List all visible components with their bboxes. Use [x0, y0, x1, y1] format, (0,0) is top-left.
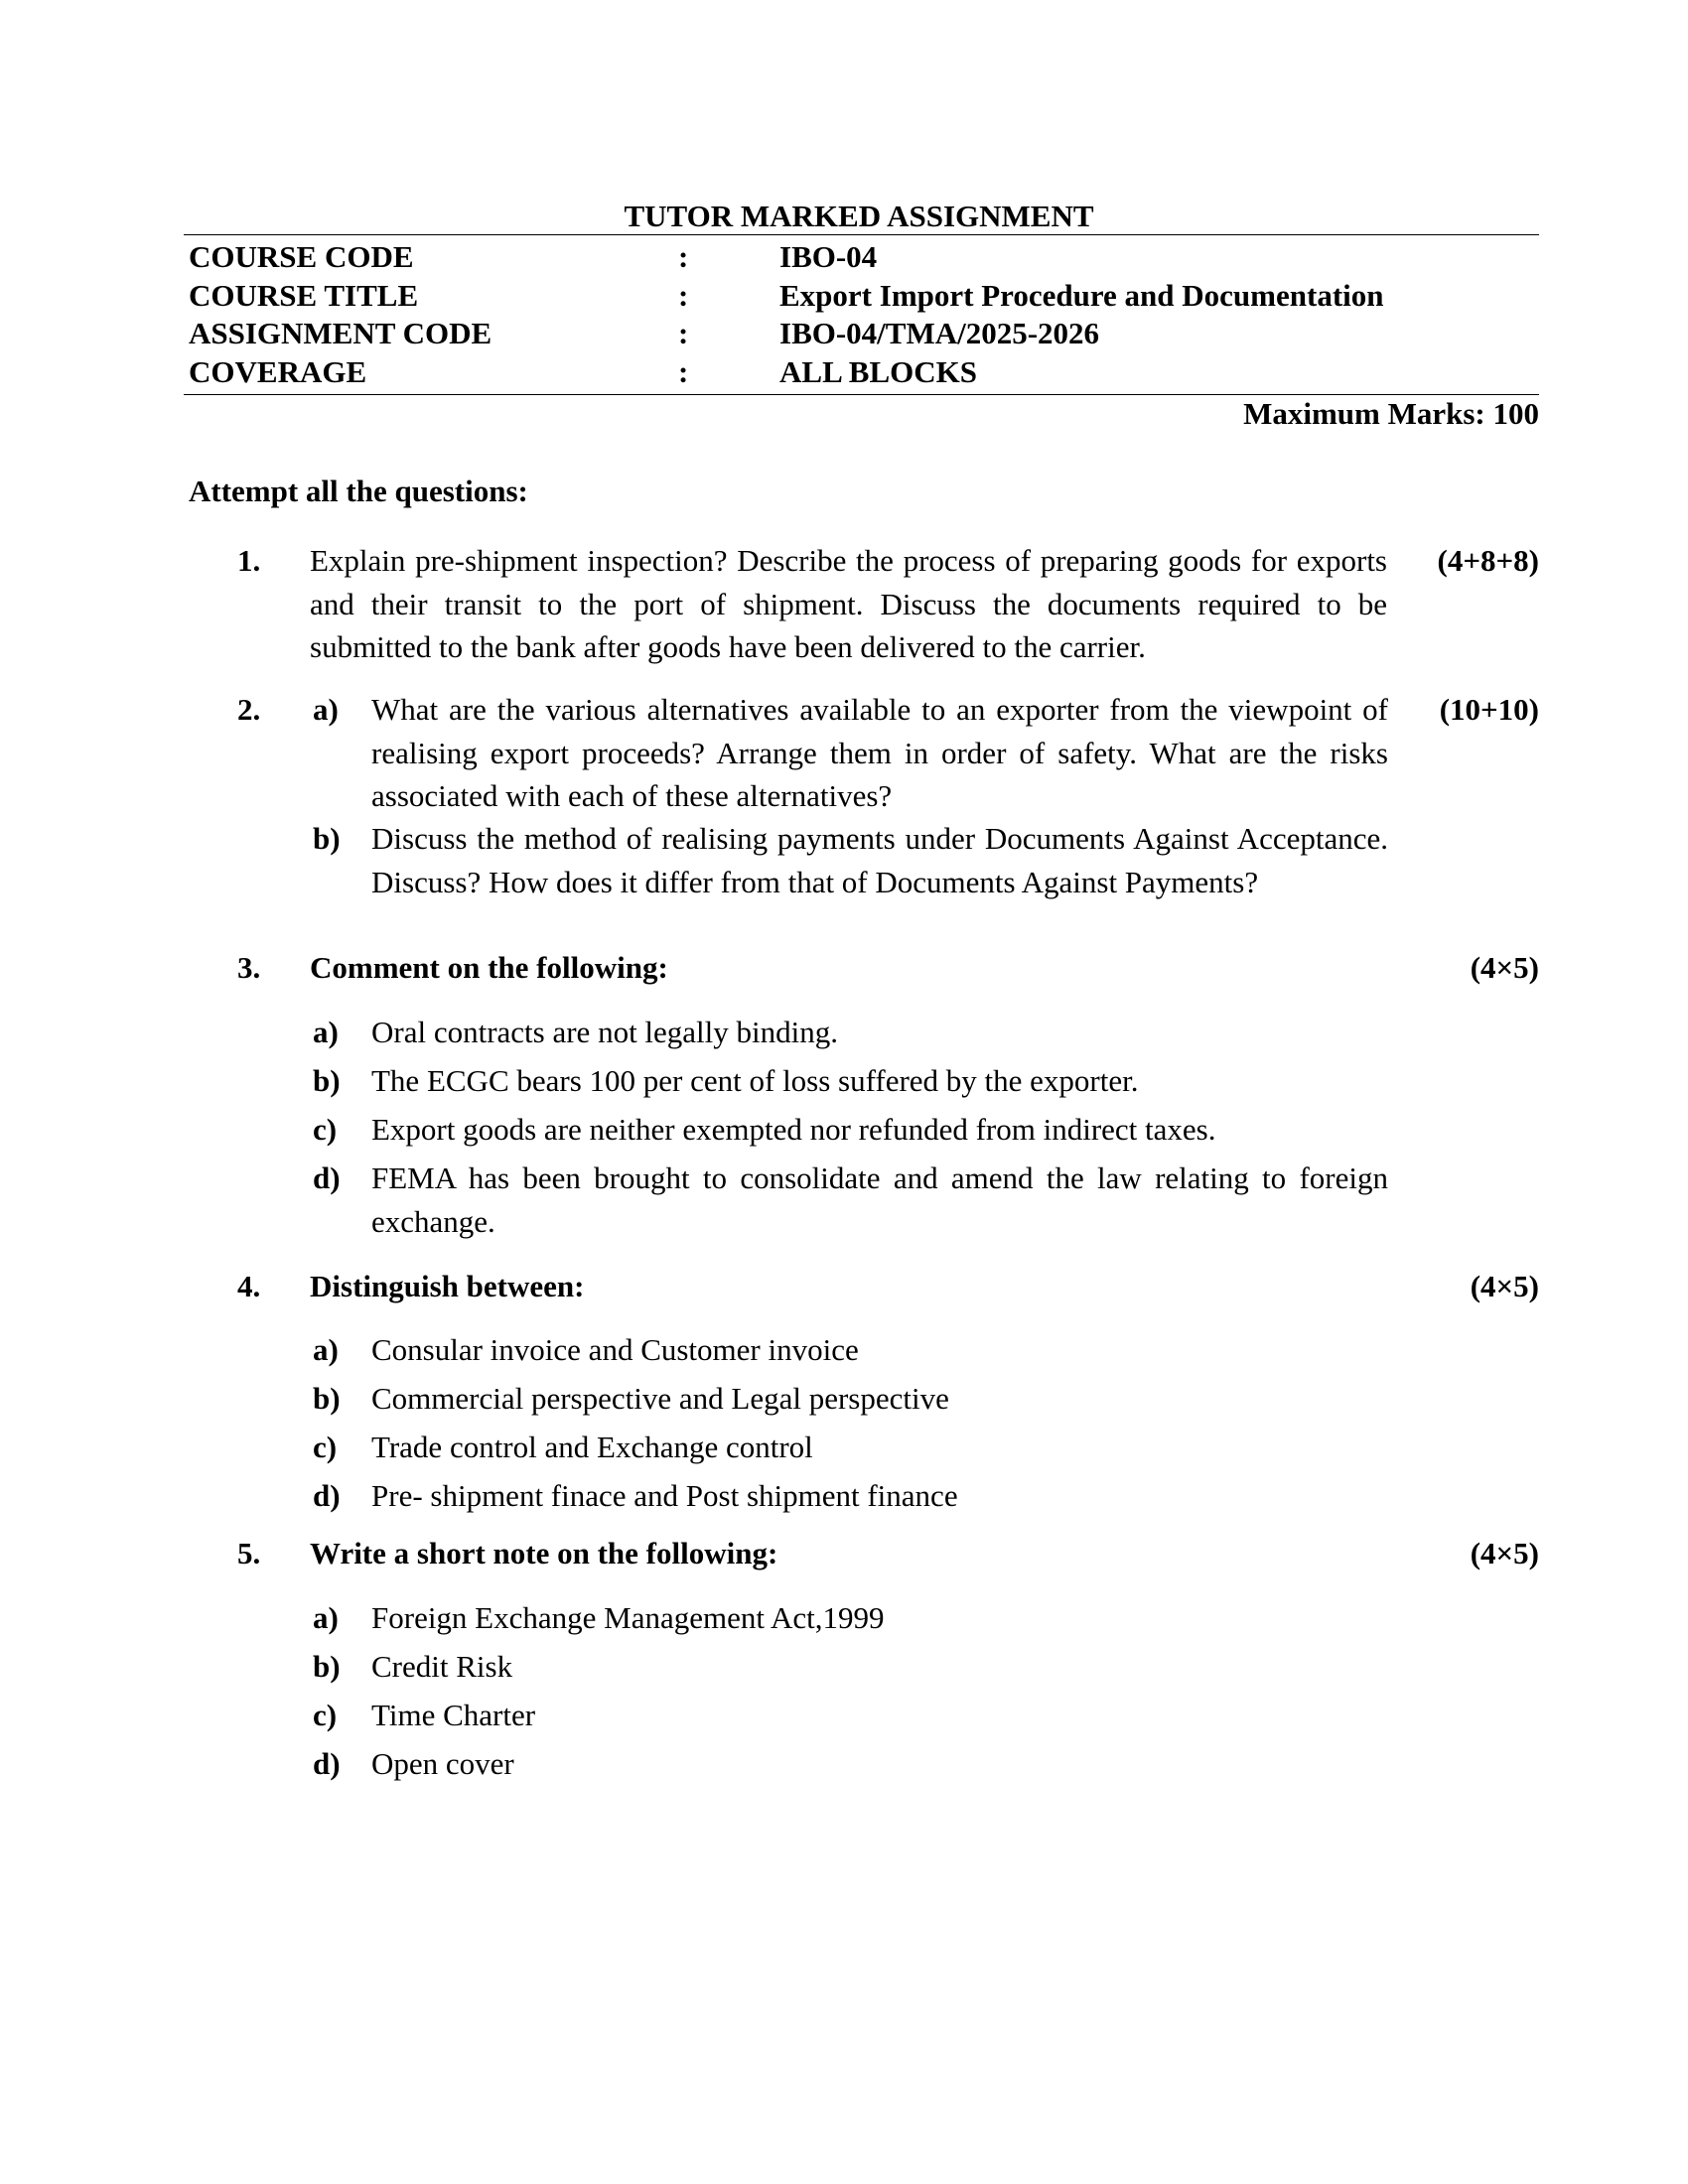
- sub-question-text: Open cover: [371, 1746, 514, 1781]
- question-number: 2.: [237, 692, 261, 727]
- coverage-row: [189, 353, 1539, 392]
- sub-question-text: Consular invoice and Customer invoice: [371, 1332, 859, 1367]
- question-heading: Write a short note on the following:: [310, 1536, 778, 1570]
- course-code-label: COURSE CODE: [189, 239, 414, 274]
- question-heading: Comment on the following:: [310, 950, 668, 985]
- sub-question-label: a): [313, 692, 339, 727]
- course-title-colon: :: [678, 277, 689, 313]
- assignment-code-value: IBO-04/TMA/2025-2026: [779, 316, 1100, 350]
- sub-question-label: a): [313, 1332, 339, 1367]
- course-info-table: [189, 238, 1539, 391]
- instruction-text: Attempt all the questions:: [189, 474, 528, 508]
- sub-question-label: c): [313, 1430, 338, 1464]
- sub-question-label: d): [313, 1160, 341, 1195]
- question-marks: (4×5): [1470, 1269, 1539, 1303]
- question-marks: (4×5): [1470, 1536, 1539, 1570]
- course-code-colon: :: [678, 239, 689, 274]
- maximum-marks: Maximum Marks: 100: [1243, 396, 1539, 431]
- course-title-value: Export Import Procedure and Documentation: [779, 277, 1384, 313]
- sub-question-label: b): [313, 1649, 341, 1684]
- sub-question-text: FEMA has been brought to consolidate and amend the law relating to foreign exchange.: [371, 1160, 1388, 1239]
- sub-question-text: The ECGC bears 100 per cent of loss suffered by the exporter.: [371, 1063, 1139, 1098]
- sub-question-text: What are the various alternatives available to an exporter from the viewpoint of realising export proceeds? Arrange them in order of safety. What are the risks associated with each of these alternatives?: [371, 692, 1388, 813]
- assignment-code-colon: :: [678, 316, 689, 350]
- assignment-code-row: [189, 315, 1539, 353]
- coverage-label: COVERAGE: [189, 353, 367, 389]
- sub-question-label: c): [313, 1698, 338, 1732]
- question-number: 5.: [237, 1536, 261, 1570]
- coverage-value: ALL BLOCKS: [779, 353, 977, 389]
- course-title-label: COURSE TITLE: [189, 277, 419, 313]
- course-code-row: [189, 238, 1539, 277]
- question-number: 4.: [237, 1269, 261, 1303]
- sub-question-text: Commercial perspective and Legal perspective: [371, 1381, 949, 1416]
- sub-question-text: Export goods are neither exempted nor refunded from indirect taxes.: [371, 1112, 1216, 1147]
- sub-question-text: Credit Risk: [371, 1649, 513, 1684]
- sub-question-label: d): [313, 1746, 341, 1781]
- sub-question-label: b): [313, 1381, 341, 1416]
- header-top-rule: [184, 234, 1539, 235]
- question-marks: (4×5): [1470, 950, 1539, 985]
- sub-question-text: Foreign Exchange Management Act,1999: [371, 1600, 885, 1635]
- course-title-row: [189, 277, 1539, 316]
- sub-question-text: Trade control and Exchange control: [371, 1430, 813, 1464]
- sub-question-label: a): [313, 1600, 339, 1635]
- question-marks: (10+10): [1439, 692, 1539, 727]
- question-number: 1.: [237, 543, 261, 578]
- sub-question-text: Pre- shipment finace and Post shipment finance: [371, 1478, 958, 1513]
- document-title: TUTOR MARKED ASSIGNMENT: [624, 199, 1094, 233]
- sub-question-label: b): [313, 1063, 341, 1098]
- sub-question-label: d): [313, 1478, 341, 1513]
- question-marks: (4+8+8): [1437, 543, 1539, 578]
- course-code-value: IBO-04: [779, 239, 878, 274]
- question-heading: Distinguish between:: [310, 1269, 585, 1303]
- sub-question-label: a): [313, 1015, 339, 1049]
- coverage-colon: :: [678, 353, 689, 389]
- sub-question-text: Time Charter: [371, 1698, 536, 1732]
- sub-question-text: Oral contracts are not legally binding.: [371, 1015, 839, 1049]
- question-number: 3.: [237, 950, 261, 985]
- sub-question-label: c): [313, 1112, 338, 1147]
- assignment-code-label: ASSIGNMENT CODE: [189, 316, 492, 350]
- sub-question-text: Discuss the method of realising payments under Documents Against Acceptance. Discuss? How does it differ from that of Documents Against Payments?: [371, 821, 1388, 899]
- sub-question-label: b): [313, 821, 341, 856]
- question-text: Explain pre-shipment inspection? Describe the process of preparing goods for exports and their transit to the port of shipment. Discuss the documents required to be submitted to the bank after goods have been delivered to the carrier.: [310, 543, 1387, 664]
